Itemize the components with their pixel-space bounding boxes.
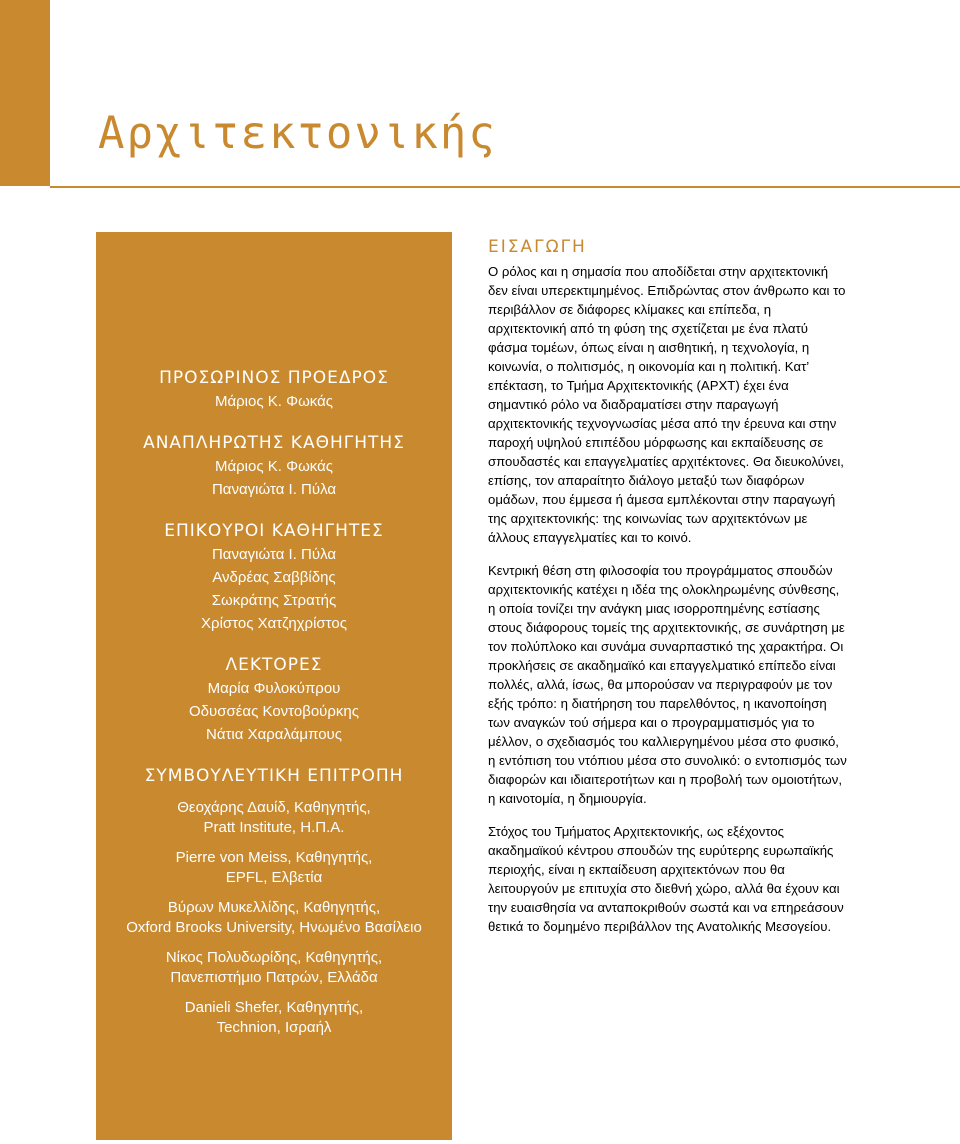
faculty-name: Οδυσσέας Κοντοβούρκης [189, 703, 359, 720]
introduction [488, 236, 848, 950]
section-interim-chair [96, 367, 452, 413]
section-lecturers [96, 654, 452, 746]
faculty-name: Νάτια Χαραλάμπους [206, 726, 342, 743]
advisor-entry [96, 898, 452, 938]
advisor-name: Pierre von Meiss, Καθηγητής, [175, 849, 373, 866]
faculty-name: Χρίστος Χατζηχρίστος [201, 615, 347, 632]
section-advisory-committee [96, 765, 452, 1038]
faculty-panel [96, 232, 452, 1140]
intro-paragraph: Στόχος του Τμήματος Αρχιτεκτονικής, ως εξέχοντος ακαδημαϊκού κέντρου σπουδών της ευρύτερης ευρωπαϊκής περιοχής, είναι η εκπαίδευση αρχιτεκτόνων που θα λειτουργούν με επιτυχία στο διεθνή χώρο, αλλά θα έχουν και την ευαισθησία να ανταποκριθούν σωστά και να επηρεάσουν θετικά το δομημένο περιβάλλον της Ανατολικής Μεσογείου. [488, 824, 844, 934]
faculty-name: Μάριος Κ. Φωκάς [214, 458, 333, 475]
faculty-name: Παναγιώτα Ι. Πύλα [211, 546, 337, 563]
intro-heading: ΕΙΣΑΓΩΓΗ [488, 237, 587, 257]
advisor-affiliation: Oxford Brooks University, Ηνωμένο Βασίλειο [126, 919, 422, 936]
section-title: ΣΥΜΒΟΥΛΕΥΤΙΚΗ ΕΠΙΤΡΟΠΗ [144, 766, 404, 786]
advisor-affiliation: Πανεπιστήμιο Πατρών, Ελλάδα [170, 969, 378, 986]
page-title: Αρχιτεκτονικής [98, 108, 497, 159]
faculty-name: Μάριος Κ. Φωκάς [214, 393, 333, 410]
faculty-list [96, 367, 452, 1038]
faculty-name: Σωκράτης Στρατής [211, 592, 337, 609]
faculty-name: Ανδρέας Σαββίδης [212, 569, 336, 586]
advisor-name: Νίκος Πολυδωρίδης, Καθηγητής, [165, 949, 383, 966]
advisor-affiliation: Technion, Ισραήλ [216, 1019, 332, 1036]
section-associate-professor [96, 432, 452, 501]
advisor-name: Βύρων Μυκελλίδης, Καθηγητής, [167, 899, 381, 916]
section-title: ΠΡΟΣΩΡΙΝΟΣ ΠΡΟΕΔΡΟΣ [159, 368, 389, 388]
advisor-name: Danieli Shefer, Καθηγητής, [184, 999, 364, 1016]
intro-paragraph: Ο ρόλος και η σημασία που αποδίδεται στην αρχιτεκτονική δεν είναι υπερεκτιμημένος. Επιδρώντας στον άνθρωπο και το περιβάλλον σε διάφορες κλίμακες και επίπεδα, η αρχιτεκτονική από τη φύση της σχετίζεται με ένα πλατύ φάσμα τομέων, όπως είναι η αισθητική, η τεχνολογία, η κοινωνία, ο πολιτισμός, η οικονομία και η πολιτική. Κατ’ επέκταση, το Τμήμα Αρχιτεκτονικής (ΑΡΧΤ) έχει ένα σημαντικό ρόλο να διαδραματίσει στην παραγωγή αρχιτεκτονικής τεχνογνωσίας μέσα από την έρευνα και στην παροχή υψηλού επιπέδου μόρφωσης και εκπαίδευσης σε σπουδαστές και επαγγελματίες αρχιτέκτονες. Θα διευκολύνει, επίσης, τον απαραίτητο διάλογο μεταξύ των διαφόρων ομάδων, που έμμεσα ή άμεσα εμπλέκονται στην παραγωγή της αρχιτεκτονικής: της κοινωνίας των αρχιτεκτόνων με άλλους επαγγελματίες και το κοινό. [488, 264, 846, 545]
section-assistant-professors [96, 520, 452, 635]
advisor-entry [96, 798, 452, 838]
faculty-name: Παναγιώτα Ι. Πύλα [211, 481, 337, 498]
top-accent-tab [0, 0, 50, 186]
section-title: ΛΕΚΤΟΡΕΣ [225, 655, 323, 675]
advisor-entry [96, 998, 452, 1038]
title-divider [50, 186, 960, 188]
advisor-name: Θεοχάρης Δαυίδ, Καθηγητής, [177, 799, 371, 816]
faculty-name: Μαρία Φυλοκύπρου [207, 680, 341, 697]
advisor-affiliation: Pratt Institute, Η.Π.Α. [203, 819, 345, 836]
advisor-entry [96, 948, 452, 988]
section-title: ΕΠΙΚΟΥΡΟΙ ΚΑΘΗΓΗΤΕΣ [164, 521, 384, 541]
advisor-affiliation: EPFL, Ελβετία [225, 869, 323, 886]
intro-paragraph: Κεντρική θέση στη φιλοσοφία του προγράμματος σπουδών αρχιτεκτονικής κατέχει η ιδέα της ολοκληρωμένης σύνθεσης, η οποία τονίζει την ανάγκη μιας ισορροπημένης εστίασης στους διάφορους τομείς της αρχιτεκτονικής, σε συνάρτηση με τον πολύπλοκο και συνάμα συναρπαστικό της χαρακτήρα. Οι προκλήσεις σε ακαδημαϊκό και επαγγελματικό επίπεδο είναι πολλές, αλλά, ίσως, θα μπορούσαν να περιγραφούν με τον εξής τρόπο: η διατήρηση του παρελθόντος, η ικανοποίηση των αναγκών τού σήμερα και ο προγραμματισμός για το μέλλον, ο σχεδιασμός του καλλιεργημένου μέσα στο φυσικό, η εντόπιση του ντόπιου μέσα στο συνολικό: ο εντοπισμός των διαφορών και ιδιαιτεροτήτων και η προβολή των ομοιοτήτων, η καινοτομία, η δημιουργία. [488, 563, 847, 806]
advisor-entry [96, 848, 452, 888]
section-title: ΑΝΑΠΛΗΡΩΤΗΣ ΚΑΘΗΓΗΤΗΣ [143, 433, 405, 453]
